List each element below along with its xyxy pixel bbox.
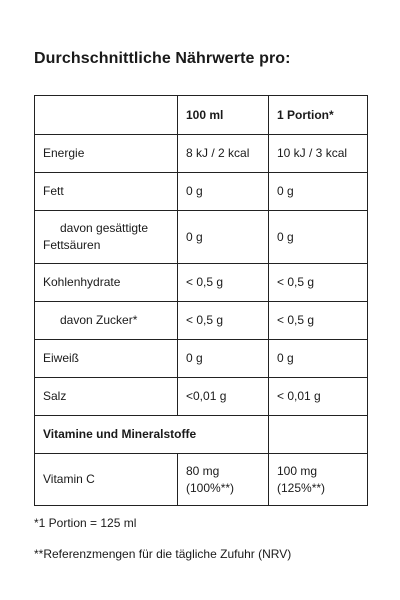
row-value-per100: 0 g xyxy=(178,211,269,264)
footnote-nrv: **Referenzmengen für die tägliche Zufuhr (NRV) xyxy=(34,547,292,561)
section-heading-empty-cell xyxy=(269,416,368,454)
header-cell-portion: 1 Portion* xyxy=(269,96,368,135)
table-row xyxy=(35,264,368,302)
row-value-per100: < 0,5 g xyxy=(178,302,269,340)
row-label-kohlenhydrate: Kohlenhydrate xyxy=(35,264,178,302)
table-row xyxy=(35,454,368,506)
header-cell-per100: 100 ml xyxy=(178,96,269,135)
header-cell-empty xyxy=(35,96,178,135)
row-value-portion: < 0,5 g xyxy=(269,302,368,340)
row-value-per100: 8 kJ / 2 kcal xyxy=(178,135,269,173)
row-value-per100: 80 mg (100%**) xyxy=(178,454,269,506)
row-value-per100: 0 g xyxy=(178,173,269,211)
row-value-portion: 0 g xyxy=(269,340,368,378)
section-heading-row xyxy=(35,416,368,454)
section-heading-vitamine: Vitamine und Mineralstoffe xyxy=(35,416,269,454)
row-label-eiweiss: Eiweiß xyxy=(35,340,178,378)
footnote-portion: *1 Portion = 125 ml xyxy=(34,516,137,530)
nutrition-table xyxy=(34,95,368,506)
table-header-row xyxy=(35,96,368,135)
page-title: Durchschnittliche Nährwerte pro: xyxy=(34,50,291,67)
table-row xyxy=(35,340,368,378)
row-value-portion: 0 g xyxy=(269,173,368,211)
row-value-per100: <0,01 g xyxy=(178,378,269,416)
table-row xyxy=(35,378,368,416)
row-label-gesaettigte-fettsaeuren: davon gesättigte Fettsäuren xyxy=(35,211,178,264)
row-label-vitamin-c: Vitamin C xyxy=(35,454,178,506)
row-value-per100: < 0,5 g xyxy=(178,264,269,302)
row-label-salz: Salz xyxy=(35,378,178,416)
row-label-zucker: davon Zucker* xyxy=(35,302,178,340)
row-value-portion: 10 kJ / 3 kcal xyxy=(269,135,368,173)
row-label-energie: Energie xyxy=(35,135,178,173)
row-value-portion: 100 mg (125%**) xyxy=(269,454,368,506)
table-row xyxy=(35,135,368,173)
table-row xyxy=(35,302,368,340)
table-row xyxy=(35,173,368,211)
row-value-per100: 0 g xyxy=(178,340,269,378)
row-value-portion: < 0,5 g xyxy=(269,264,368,302)
row-value-portion: < 0,01 g xyxy=(269,378,368,416)
row-value-portion: 0 g xyxy=(269,211,368,264)
row-label-fett: Fett xyxy=(35,173,178,211)
table-row xyxy=(35,211,368,264)
